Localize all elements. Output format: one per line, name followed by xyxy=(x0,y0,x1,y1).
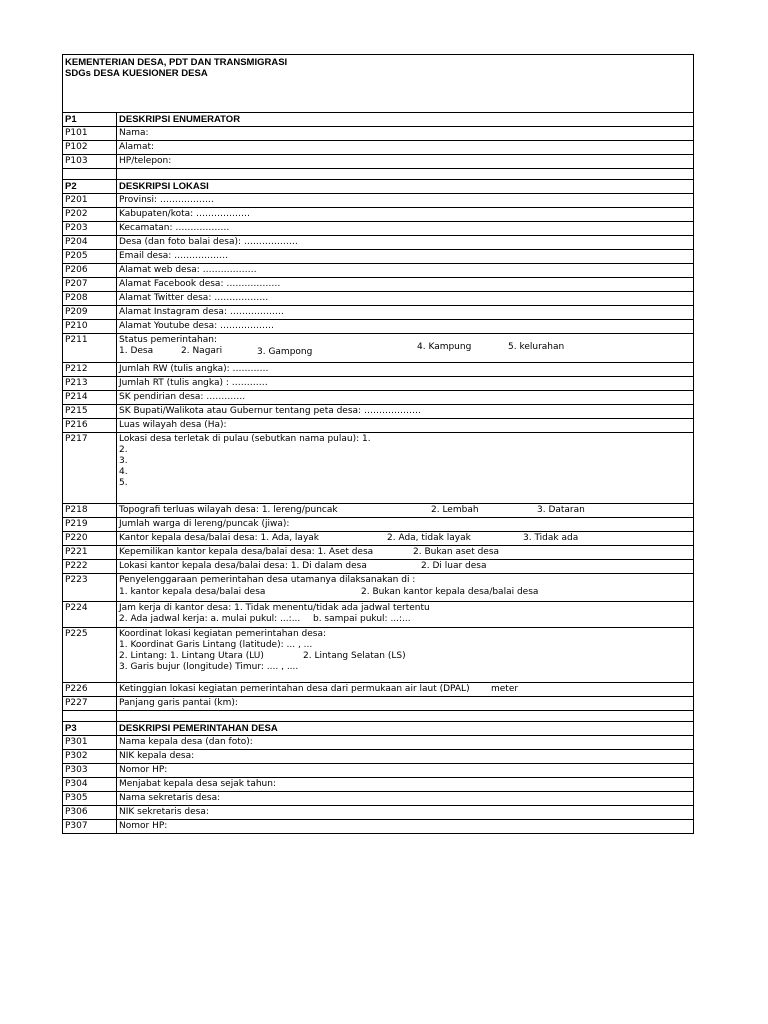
question-row-p219 xyxy=(63,518,693,532)
question-text xyxy=(117,433,693,503)
option-kantor-desa[interactable]: 1. kantor kepala desa/balai desa xyxy=(119,587,266,597)
question-text[interactable]: Alamat Twitter desa: ……………… xyxy=(119,293,269,303)
question-row-p301 xyxy=(63,736,693,750)
question-row-p306 xyxy=(63,806,693,820)
questionnaire-sheet xyxy=(62,54,694,834)
question-row-p221 xyxy=(63,546,693,560)
question-row-p302 xyxy=(63,750,693,764)
question-row-p202 xyxy=(63,208,693,222)
question-row-p305 xyxy=(63,792,693,806)
question-text[interactable]: NIK sekretaris desa: xyxy=(119,807,209,817)
question-text[interactable]: Alamat Facebook desa: ……………… xyxy=(119,279,281,289)
question-row-p217 xyxy=(63,433,693,504)
question-code: P223 xyxy=(63,574,117,601)
section-title: DESKRIPSI LOKASI xyxy=(119,181,209,192)
question-code: P215 xyxy=(63,405,117,418)
question-label[interactable]: Kepemilikan kantor kepala desa/balai desa: 1. Aset desa xyxy=(119,547,374,557)
question-row-p216 xyxy=(63,419,693,433)
question-text[interactable]: SK pendirian desa: …………. xyxy=(119,392,246,402)
question-row-p103 xyxy=(63,155,693,169)
question-code: P307 xyxy=(63,820,117,833)
question-code: P101 xyxy=(63,127,117,140)
question-row-p208 xyxy=(63,292,693,306)
question-text[interactable]: SK Bupati/Walikota atau Gubernur tentang peta desa: ………………. xyxy=(119,406,421,416)
section-code: P2 xyxy=(63,180,117,193)
question-code: P204 xyxy=(63,236,117,249)
question-code: P302 xyxy=(63,750,117,763)
header-questionnaire: SDGs DESA KUESIONER DESA xyxy=(65,68,208,79)
question-code: P207 xyxy=(63,278,117,291)
question-text[interactable]: Nama sekretaris desa: xyxy=(119,793,221,803)
question-text[interactable]: Kecamatan: ……………… xyxy=(119,223,230,233)
option-kampung[interactable]: 4. Kampung xyxy=(417,342,472,352)
question-code: P201 xyxy=(63,194,117,207)
spacer-row xyxy=(63,169,693,180)
question-label[interactable]: Lokasi kantor kepala desa/balai desa: 1. Di dalam desa xyxy=(119,561,367,571)
question-text[interactable]: Alamat web desa: ……………… xyxy=(119,265,257,275)
question-row-p211 xyxy=(63,334,693,363)
question-text[interactable]: Alamat Instagram desa: ……………… xyxy=(119,307,284,317)
question-row-p224 xyxy=(63,602,693,628)
question-text xyxy=(117,560,693,573)
question-row-p215 xyxy=(63,405,693,419)
question-row-p205 xyxy=(63,250,693,264)
question-code: P220 xyxy=(63,532,117,545)
question-text[interactable]: Luas wilayah desa (Ha): xyxy=(119,420,227,430)
question-row-p101 xyxy=(63,127,693,141)
answer-line-3[interactable]: 3. xyxy=(119,456,128,466)
option-ada-jadwal-sampai[interactable]: b. sampai pukul: ...:... xyxy=(313,614,411,624)
spacer-cell xyxy=(117,169,693,179)
question-code: P212 xyxy=(63,363,117,376)
question-code: P304 xyxy=(63,778,117,791)
question-code: P205 xyxy=(63,250,117,263)
question-code: P214 xyxy=(63,391,117,404)
option-lembah[interactable]: 2. Lembah xyxy=(431,505,479,515)
question-row-p223 xyxy=(63,574,693,602)
section-code: P1 xyxy=(63,113,117,126)
question-label: Status pemerintahan: xyxy=(119,335,217,345)
option-bukan-kantor-desa[interactable]: 2. Bukan kantor kepala desa/balai desa xyxy=(361,587,539,597)
unit-label: meter xyxy=(491,684,519,694)
question-row-p204 xyxy=(63,236,693,250)
question-text[interactable]: Provinsi: ……………… xyxy=(119,195,214,205)
section-title: DESKRIPSI ENUMERATOR xyxy=(119,114,241,125)
spacer-row xyxy=(63,711,693,722)
question-row-p222 xyxy=(63,560,693,574)
question-text[interactable]: Nomor HP: xyxy=(119,821,168,831)
question-text[interactable]: Desa (dan foto balai desa): ……………… xyxy=(119,237,298,247)
longitude-line[interactable]: 3. Garis bujur (longitude) Timur: .... , .... xyxy=(119,662,299,672)
question-label[interactable]: Topografi terluas wilayah desa: 1. lereng/puncak xyxy=(119,505,338,515)
question-text[interactable]: HP/telepon: xyxy=(119,156,172,166)
question-row-p218 xyxy=(63,504,693,518)
question-code: P303 xyxy=(63,764,117,777)
option-ada-tidak-layak[interactable]: 2. Ada, tidak layak xyxy=(387,533,471,543)
option-kelurahan[interactable]: 5. kelurahan xyxy=(508,342,565,352)
question-label[interactable]: Jam kerja di kantor desa: 1. Tidak menentu/tidak ada jadwal tertentu xyxy=(119,603,430,613)
question-code: P219 xyxy=(63,518,117,531)
question-code: P221 xyxy=(63,546,117,559)
question-row-p220 xyxy=(63,532,693,546)
question-code: P305 xyxy=(63,792,117,805)
question-text[interactable]: Panjang garis pantai (km): xyxy=(119,698,238,708)
question-code: P225 xyxy=(63,628,117,682)
question-text xyxy=(117,628,693,682)
question-text[interactable]: NIK kepala desa: xyxy=(119,751,195,761)
section-header-p3 xyxy=(63,722,693,736)
question-label[interactable]: Lokasi desa terletak di pulau (sebutkan nama pulau): 1. xyxy=(119,434,371,444)
question-text[interactable]: Menjabat kepala desa sejak tahun: xyxy=(119,779,276,789)
question-text[interactable]: Email desa: ……………… xyxy=(119,251,229,261)
question-row-p207 xyxy=(63,278,693,292)
lintang-utara-option[interactable]: 2. Lintang: 1. Lintang Utara (LU) xyxy=(119,651,264,661)
question-row-p227 xyxy=(63,697,693,711)
question-text xyxy=(117,683,693,696)
header-ministry: KEMENTERIAN DESA, PDT DAN TRANSMIGRASI xyxy=(65,57,288,68)
question-text[interactable]: Nama: xyxy=(119,128,149,138)
question-text[interactable]: Nomor HP: xyxy=(119,765,168,775)
option-dataran[interactable]: 3. Dataran xyxy=(537,505,585,515)
question-code: P216 xyxy=(63,419,117,432)
question-row-p206 xyxy=(63,264,693,278)
question-code: P208 xyxy=(63,292,117,305)
question-row-p225 xyxy=(63,628,693,683)
question-text[interactable]: Jumlah RT (tulis angka) : ………… xyxy=(119,378,268,388)
question-label[interactable]: Ketinggian lokasi kegiatan pemerintahan desa dari permukaan air laut (DPAL) xyxy=(119,684,470,694)
question-row-p210 xyxy=(63,320,693,334)
question-text[interactable]: Jumlah RW (tulis angka): ………… xyxy=(119,364,269,374)
spacer-cell xyxy=(63,711,117,721)
question-text xyxy=(117,574,693,601)
question-text xyxy=(117,504,693,517)
question-code: P211 xyxy=(63,334,117,362)
question-code: P206 xyxy=(63,264,117,277)
question-text[interactable]: Alamat: xyxy=(119,142,155,152)
option-desa[interactable]: 1. Desa xyxy=(119,346,154,356)
option-tidak-ada[interactable]: 3. Tidak ada xyxy=(523,533,579,543)
question-text[interactable]: Kabupaten/kota: ……………… xyxy=(119,209,251,219)
document-header xyxy=(63,55,693,113)
option-bukan-aset-desa[interactable]: 2. Bukan aset desa xyxy=(413,547,500,557)
question-row-p213 xyxy=(63,377,693,391)
question-row-p212 xyxy=(63,363,693,377)
spacer-cell xyxy=(63,169,117,179)
question-code: P203 xyxy=(63,222,117,235)
question-row-p214 xyxy=(63,391,693,405)
question-text xyxy=(117,602,693,627)
question-code: P213 xyxy=(63,377,117,390)
question-code: P306 xyxy=(63,806,117,819)
question-row-p303 xyxy=(63,764,693,778)
section-header-p1 xyxy=(63,113,693,127)
question-code: P224 xyxy=(63,602,117,627)
option-di-luar-desa[interactable]: 2. Di luar desa xyxy=(421,561,487,571)
question-code: P103 xyxy=(63,155,117,168)
question-code: P217 xyxy=(63,433,117,503)
answer-line-4[interactable]: 4. xyxy=(119,467,128,477)
question-code: P210 xyxy=(63,320,117,333)
question-label[interactable]: Kantor kepala desa/balai desa: 1. Ada, layak xyxy=(119,533,319,543)
question-text[interactable]: Nama kepala desa (dan foto): xyxy=(119,737,253,747)
answer-line-2[interactable]: 2. xyxy=(119,445,128,455)
question-row-p201 xyxy=(63,194,693,208)
question-code: P226 xyxy=(63,683,117,696)
option-gampong[interactable]: 3. Gampong xyxy=(257,347,313,357)
question-row-p307 xyxy=(63,820,693,834)
question-row-p102 xyxy=(63,141,693,155)
question-row-p203 xyxy=(63,222,693,236)
question-code: P102 xyxy=(63,141,117,154)
section-code: P3 xyxy=(63,722,117,735)
question-code: P202 xyxy=(63,208,117,221)
spacer-cell xyxy=(117,711,693,721)
answer-line-5[interactable]: 5. xyxy=(119,478,128,488)
question-row-p304 xyxy=(63,778,693,792)
question-code: P227 xyxy=(63,697,117,710)
question-text xyxy=(117,334,693,362)
question-text[interactable]: Jumlah warga di lereng/puncak (jiwa): xyxy=(119,519,290,529)
question-code: P222 xyxy=(63,560,117,573)
section-header-p2 xyxy=(63,180,693,194)
section-title: DESKRIPSI PEMERINTAHAN DESA xyxy=(119,723,278,734)
question-label: Koordinat lokasi kegiatan pemerintahan desa: xyxy=(119,629,326,639)
latitude-line[interactable]: 1. Koordinat Garis Lintang (latitude): ... , ... xyxy=(119,640,313,650)
question-text xyxy=(117,532,693,545)
question-row-p209 xyxy=(63,306,693,320)
lintang-selatan-option[interactable]: 2. Lintang Selatan (LS) xyxy=(303,651,406,661)
question-row-p226 xyxy=(63,683,693,697)
question-label: Penyelenggaraan pemerintahan desa utamanya dilaksanakan di : xyxy=(119,575,416,585)
question-code: P301 xyxy=(63,736,117,749)
question-text xyxy=(117,546,693,559)
question-code: P209 xyxy=(63,306,117,319)
question-code: P218 xyxy=(63,504,117,517)
question-text[interactable]: Alamat Youtube desa: ……………… xyxy=(119,321,275,331)
option-nagari[interactable]: 2. Nagari xyxy=(181,346,223,356)
option-ada-jadwal-mulai[interactable]: 2. Ada jadwal kerja: a. mulai pukul: ...:... xyxy=(119,614,301,624)
